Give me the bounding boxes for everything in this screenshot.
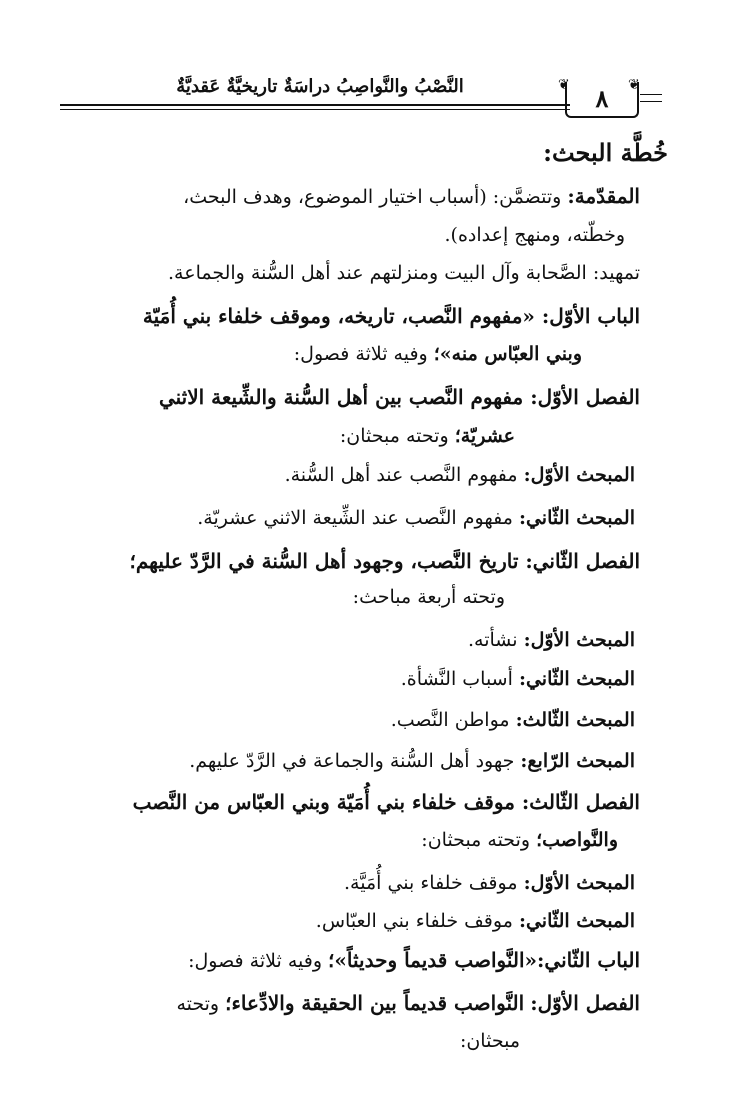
header-rule-stub (640, 94, 662, 102)
ornament-icon: ❦ (628, 77, 640, 93)
part1-line (143, 303, 640, 329)
ch3-line (133, 789, 640, 815)
part1-line-cont (294, 341, 582, 367)
ch3-s2-line (316, 908, 635, 934)
ch2-note: وتحته أربعة مباحث: (352, 586, 505, 608)
ch1-s1-line (285, 462, 635, 488)
intro-text: وتتضمَّن: (أسباب اختيار الموضوع، وهدف البحث، (183, 186, 562, 208)
header-rule-thick (60, 104, 570, 106)
ch1-label: الفصل الأوّل: (530, 385, 640, 409)
part2-label: الباب الثّاني: (537, 948, 640, 972)
p2ch1-note-cont: مبحثان: (459, 1030, 520, 1052)
section-label: المبحث الثّالث: (515, 709, 635, 731)
ch2-s2-line (401, 666, 635, 692)
section-text: موقف خلفاء بني العبّاس. (315, 910, 513, 932)
part2-title: «النَّواصب قديماً وحديثاً»؛ (328, 948, 538, 972)
ch1-title: مفهوم النَّصب بين أهل السُّنة والشِّيعة الاثني (158, 385, 524, 409)
ch2-line (129, 548, 640, 574)
part2-note: وفيه ثلاثة فصول: (188, 950, 322, 972)
section-text: أسباب النَّشأة. (400, 668, 513, 690)
ch2-s1-line (468, 627, 635, 653)
ch1-line-cont (340, 423, 515, 449)
ch3-title: موقف خلفاء بني أُمَيّة وبني العبّاس من النَّصب (132, 790, 515, 814)
intro-text-cont: وخطّته، ومنهج إعداده). (444, 224, 625, 246)
ch3-title-cont: والنَّواصب؛ (536, 829, 618, 851)
ch3-s1-line (344, 870, 635, 896)
section-label: المبحث الرّابع: (520, 750, 635, 772)
section-label: المبحث الأوّل: (523, 464, 635, 486)
intro-label: المقدّمة: (567, 184, 640, 208)
preface-line: تمهيد: الصَّحابة وآل البيت ومنزلتهم عند أهل السُّنة والجماعة. (168, 262, 640, 284)
section-text: مفهوم النَّصب عند أهل السُّنة. (284, 464, 518, 486)
part1-label: الباب الأوّل: (541, 304, 640, 328)
ch1-s2-line (197, 505, 635, 531)
ch2-s3-line (391, 707, 635, 733)
section-text: مواطن النَّصب. (390, 709, 510, 731)
part1-title-cont: وبني العبّاس منه»؛ (433, 343, 582, 365)
section-text: موقف خلفاء بني أُمَيَّة. (344, 872, 518, 894)
section-label: المبحث الثّاني: (518, 910, 635, 932)
ch2-label: الفصل الثّاني: (525, 549, 640, 573)
page-number-frame (565, 82, 639, 118)
ch2-s4-line (189, 748, 635, 774)
running-title: النَّصْبُ والنَّواصِبُ دراسَةٌ تاريخيَّةٌ عَقديَّةٌ (176, 76, 464, 97)
ch1-line (159, 384, 640, 410)
ch1-title-cont: عشريّة؛ (454, 425, 515, 447)
ch3-label: الفصل الثّالث: (521, 790, 640, 814)
ornament-icon: ❦ (558, 77, 570, 93)
plan-heading: خُطَّة البحث: (543, 138, 668, 167)
p2ch1-line (176, 990, 640, 1017)
intro-line (183, 183, 640, 210)
section-label: المبحث الأوّل: (523, 629, 635, 651)
ch2-title: تاريخ النَّصب، وجهود أهل السُّنة في الرَّدّ عليهم؛ (129, 549, 519, 573)
section-text: جهود أهل السُّنة والجماعة في الرَّدّ عليهم. (189, 750, 515, 772)
section-label: المبحث الثّاني: (518, 507, 635, 529)
part2-line (188, 947, 640, 974)
p2ch1-title: النَّواصب قديماً بين الحقيقة والادِّعاء؛ (225, 991, 525, 1015)
ch1-note: وتحته مبحثان: (339, 425, 449, 447)
section-label: المبحث الثّاني: (518, 668, 635, 690)
p2ch1-note: وتحته (176, 993, 220, 1015)
ch3-note: وتحته مبحثان: (421, 829, 531, 851)
p2ch1-label: الفصل الأوّل: (530, 991, 640, 1015)
section-text: مفهوم النَّصب عند الشِّيعة الاثني عشريّة. (197, 507, 513, 529)
ch3-line-cont (421, 827, 618, 853)
part1-note: وفيه ثلاثة فصول: (293, 343, 428, 365)
page-number: ٨ (595, 84, 609, 113)
header-rule-thin (60, 109, 570, 110)
page-header (60, 70, 695, 130)
section-label: المبحث الأوّل: (523, 872, 635, 894)
part1-title: «مفهوم النَّصب، تاريخه، وموقف خلفاء بني أُمَيّة (142, 304, 535, 328)
section-text: نشأته. (467, 629, 518, 651)
